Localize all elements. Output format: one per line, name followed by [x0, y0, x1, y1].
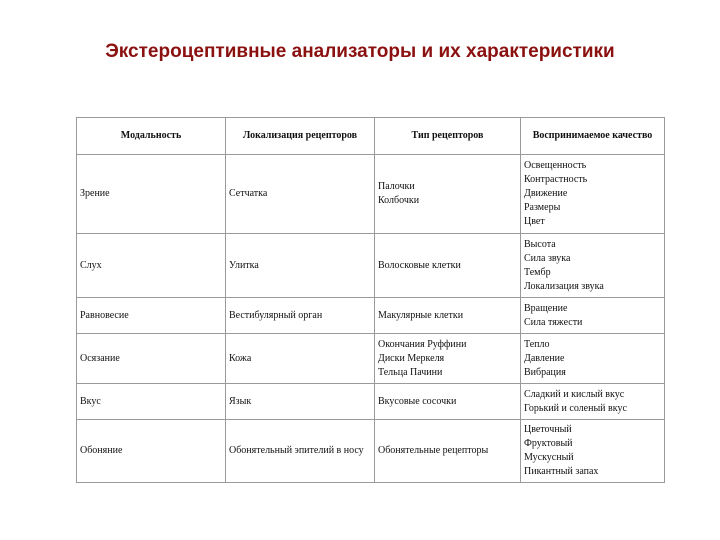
cell-modality: Зрение: [77, 155, 226, 234]
cell-line: Фруктовый: [524, 438, 573, 449]
cell-location: Обонятельный эпителий в носу: [226, 420, 375, 483]
cell-quality: [521, 384, 665, 420]
cell-quality: [521, 234, 665, 298]
cell-line: Волосковые клетки: [378, 259, 461, 271]
cell-line: Обонятельные рецепторы: [378, 445, 489, 456]
cell-quality: [521, 334, 665, 384]
cell-quality: [521, 298, 665, 334]
cell-line: Цветочный: [524, 424, 572, 435]
page-title: Экстероцептивные анализаторы и их характеристики: [105, 41, 615, 62]
cell-line: Освещенность: [524, 160, 587, 171]
table-row: [77, 420, 665, 483]
cell-modality: Осязание: [77, 334, 226, 384]
cell-location: Язык: [226, 384, 375, 420]
cell-line: Цвет: [524, 216, 545, 227]
header-quality: Воспринимаемое качество: [521, 118, 665, 155]
table-row: [77, 298, 665, 334]
cell-line: Диски Меркеля: [378, 352, 445, 364]
cell-line: Окончания Руффини: [378, 338, 467, 350]
cell-line: Колбочки: [378, 195, 420, 206]
cell-line: Пикантный запах: [524, 466, 599, 477]
header-modality: Модальность: [77, 118, 226, 155]
table-row: [77, 384, 665, 420]
cell-modality: Вкус: [77, 384, 226, 420]
table-row: [77, 155, 665, 234]
cell-line: Макулярные клетки: [378, 309, 464, 321]
cell-modality: Слух: [77, 234, 226, 298]
cell-line: Вкусовые сосочки: [378, 395, 457, 407]
cell-receptors: [375, 384, 521, 420]
table-header-row: [77, 118, 665, 155]
cell-location: Вестибулярный орган: [226, 298, 375, 334]
cell-location: Улитка: [226, 234, 375, 298]
cell-receptors: [375, 155, 521, 234]
cell-line: Мускусный: [524, 452, 574, 463]
cell-quality: [521, 420, 665, 483]
cell-line: Вращение: [524, 302, 568, 314]
cell-receptors: [375, 234, 521, 298]
cell-receptors: [375, 334, 521, 384]
cell-line: Высота: [524, 238, 556, 250]
cell-line: Вибрация: [524, 366, 566, 378]
cell-line: Горький и соленый вкус: [524, 402, 627, 414]
cell-line: Сила тяжести: [524, 316, 583, 328]
cell-modality: Обоняние: [77, 420, 226, 483]
cell-receptors: [375, 298, 521, 334]
cell-line: Давление: [524, 352, 565, 364]
header-receptor-type: Тип рецепторов: [375, 118, 521, 155]
characteristics-table: [76, 117, 665, 483]
cell-location: Кожа: [226, 334, 375, 384]
cell-line: Контрастность: [524, 174, 588, 185]
table-row: [77, 234, 665, 298]
cell-line: Тембр: [524, 266, 551, 278]
cell-line: Палочки: [378, 181, 415, 192]
cell-line: Тельца Пачини: [378, 366, 443, 378]
cell-line: Сила звука: [524, 252, 571, 264]
header-location: Локализация рецепторов: [226, 118, 375, 155]
cell-quality: [521, 155, 665, 234]
cell-line: Тепло: [524, 338, 550, 350]
cell-line: Движение: [524, 188, 568, 199]
cell-line: Размеры: [524, 202, 561, 213]
cell-receptors: [375, 420, 521, 483]
cell-line: Сладкий и кислый вкус: [524, 388, 625, 400]
cell-modality: Равновесие: [77, 298, 226, 334]
cell-location: Сетчатка: [226, 155, 375, 234]
table-row: [77, 334, 665, 384]
cell-line: Локализация звука: [524, 280, 604, 292]
